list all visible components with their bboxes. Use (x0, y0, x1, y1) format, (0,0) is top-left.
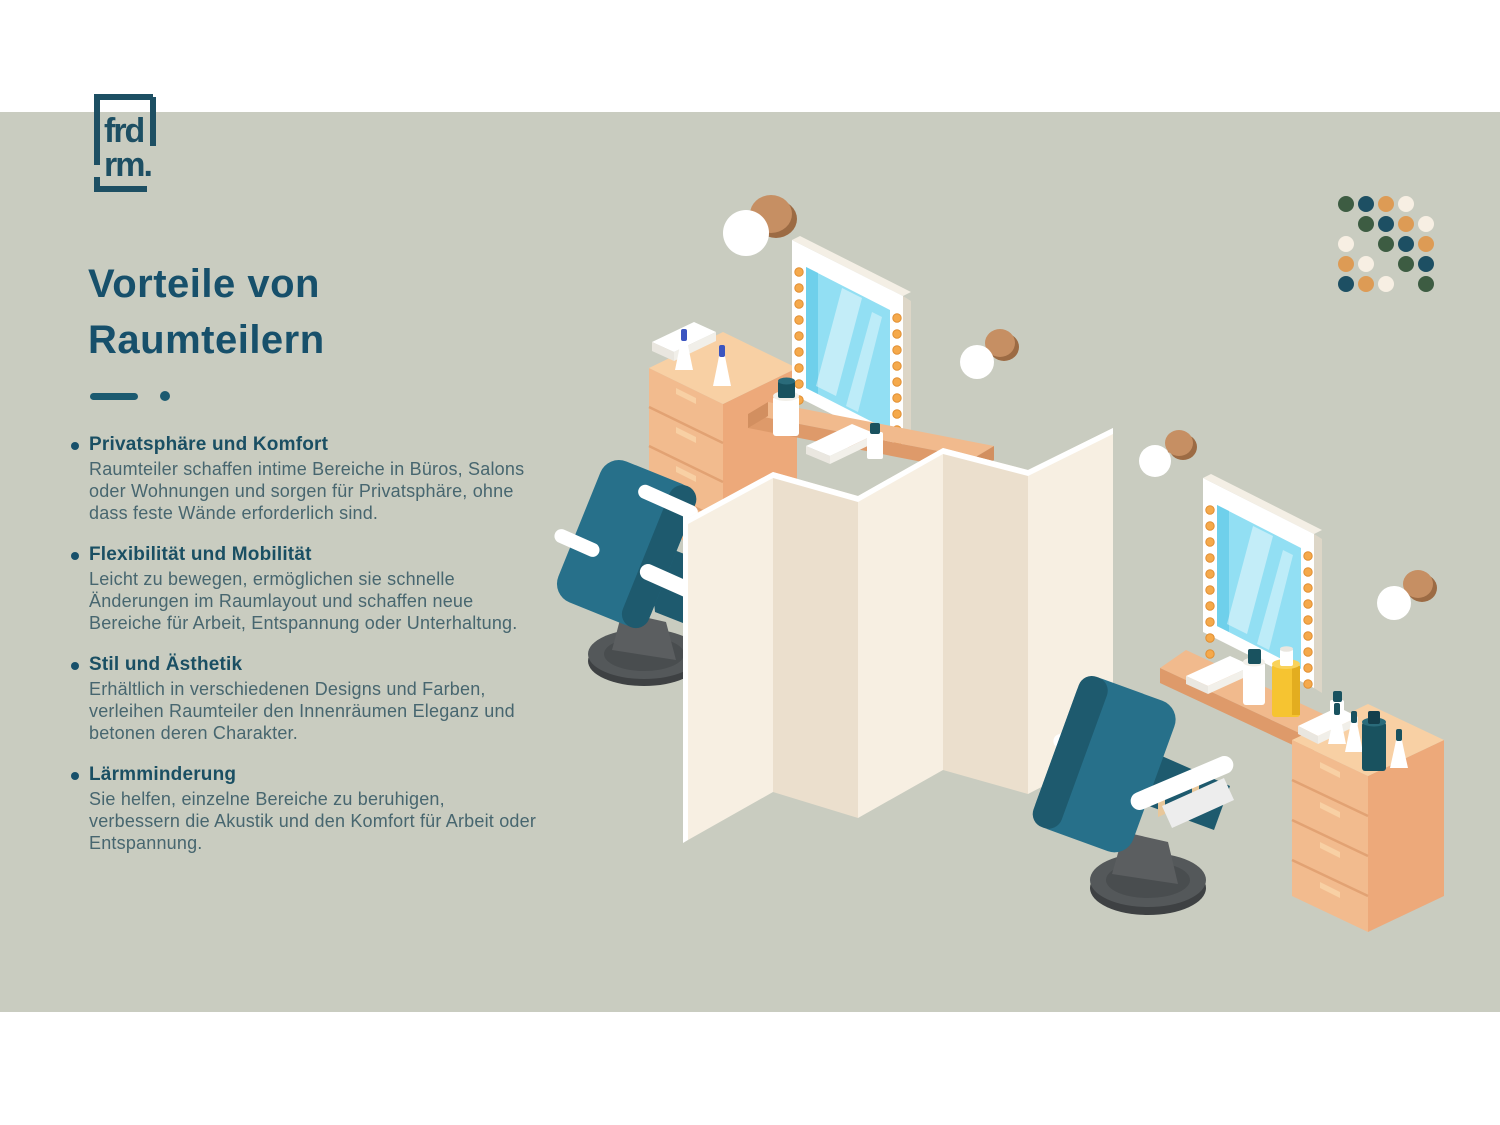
bullet-item-1 (88, 434, 548, 524)
styling-chair-left (551, 454, 701, 686)
bullet-body: Leicht zu bewegen, ermöglichen sie schnelle Änderungen im Raumlayout und schaffen neue Bereiche für Arbeit, Entspannung oder Unterhaltung. (89, 569, 518, 633)
bullet-item-3 (88, 654, 548, 744)
logo-line2: rm. (104, 146, 151, 184)
bullet-heading: Flexibilität und Mobilität (89, 544, 312, 565)
logo (83, 88, 169, 198)
drawer-chest-right (1292, 703, 1444, 932)
bullet-marker (71, 772, 79, 780)
rule-dot (160, 391, 170, 401)
rule-bar (90, 393, 138, 400)
bullet-marker (71, 662, 79, 670)
illustration (530, 112, 1500, 1012)
title-rule (90, 392, 548, 400)
bullet-heading: Privatsphäre und Komfort (89, 434, 329, 455)
bullet-body: Sie helfen, einzelne Bereiche zu beruhigen, verbessern die Akustik und den Komfort für Arbeit oder Entspannung. (89, 789, 537, 853)
logo-line1: frd (104, 112, 144, 150)
bullet-marker (71, 552, 79, 560)
title-line-1: Vorteile von (88, 262, 320, 306)
bullet-heading: Lärmminderung (89, 764, 237, 785)
title-line-2: Raumteilern (88, 318, 325, 362)
bullet-body: Raumteiler schaffen intime Bereiche in Büros, Salons oder Wohnungen und sorgen für Privatsphäre, ohne dass feste Wände erforderlich sind. (89, 459, 525, 523)
bullet-heading: Stil und Ästhetik (89, 654, 243, 675)
page-title (88, 256, 548, 368)
text-panel (88, 256, 548, 874)
bullet-marker (71, 442, 79, 450)
bullet-body: Erhältlich in verschiedenen Designs und Farben, verleihen Raumteiler den Innenräumen Eleganz und betonen deren Charakter. (89, 679, 515, 743)
bullet-item-4 (88, 764, 548, 854)
bullet-item-2 (88, 544, 548, 634)
